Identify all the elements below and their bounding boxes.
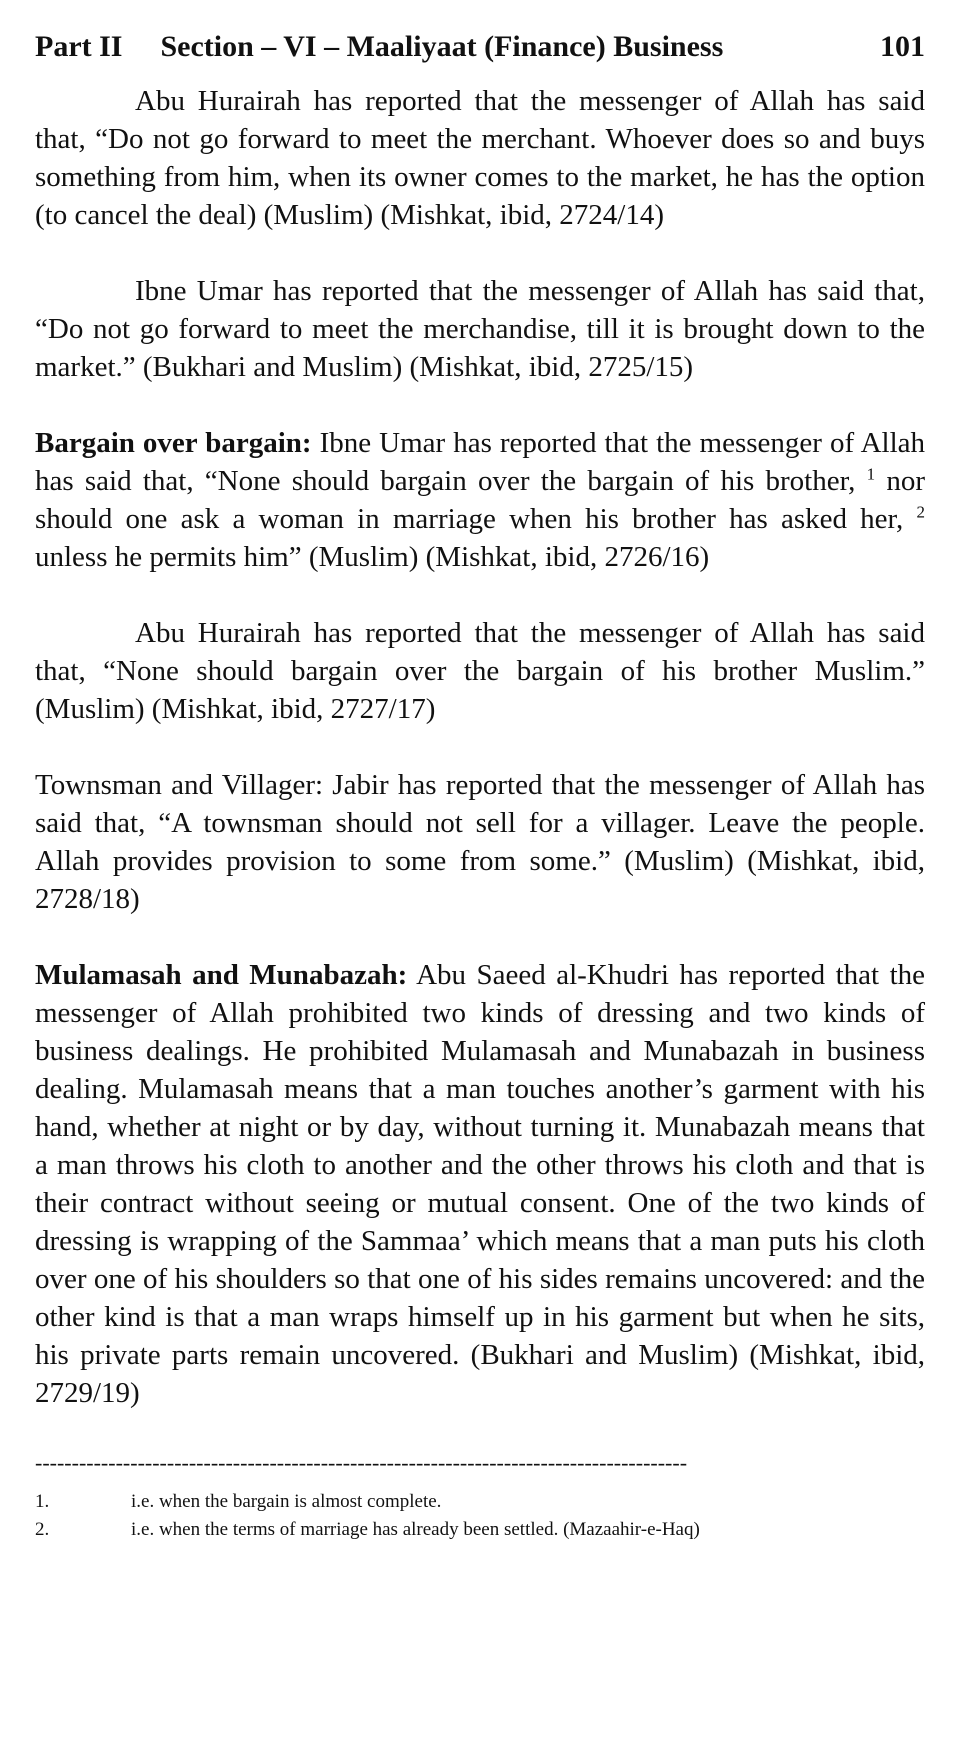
page-header — [35, 26, 925, 68]
footnote-number: 1. — [35, 1491, 50, 1512]
paragraph-3-text-c: unless he permits him” (Muslim) (Mishkat, ibid, 2726/16) — [35, 541, 710, 573]
paragraph-3 — [35, 424, 925, 576]
paragraph-heading-mulamasah: Mulamasah and Munabazah: — [35, 959, 408, 991]
paragraph-4: Abu Hurairah has reported that the messenger of Allah has said that, “None should bargain over the bargain of his brother Muslim.” (Muslim) (Mishkat, ibid, 2727/17) — [35, 617, 925, 725]
footnote-ref-1: 1 — [866, 464, 876, 484]
header-part: Part II — [35, 30, 123, 63]
paragraph-2: Ibne Umar has reported that the messenger of Allah has said that, “Do not go forward to meet the merchandise, till it is brought down to the market.” (Bukhari and Muslim) (Mishkat, ibid, 2725/15) — [35, 275, 925, 383]
paragraph-3-text-b: nor should one ask a woman in marriage when his brother has asked her, — [35, 465, 925, 535]
document-page — [35, 26, 925, 1544]
paragraph-heading-bargain: Bargain over bargain: — [35, 427, 312, 459]
paragraph-6 — [35, 956, 925, 1412]
footnote-number: 2. — [35, 1519, 50, 1540]
header-section-title: Section – VI – Maaliyaat (Finance) Business — [160, 30, 724, 63]
page-number: 101 — [880, 30, 925, 63]
header-left — [35, 26, 723, 68]
paragraph-6-text: Abu Saeed al-Khudri has reported that the messenger of Allah prohibited two kinds of dressing and two kinds of business dealings. He prohibited Mulamasah and Munabazah in business dealing. Mulamasah means that a man touches another’s garment with his hand, whether at night or by day, without turning it. Munabazah means that a man throws his cloth to another and the other throws his cloth and that is their contract without seeing or mutual consent. One of the two kinds of dressing is wrapping of the Sammaa’ which means that a man puts his cloth over one of his shoulders so that one of his sides remains uncovered: and the other kind is that a man wraps himself up in his garment but when he sits, his private parts remain uncovered. (Bukhari and Muslim) (Mishkat, ibid, 2729/19) — [35, 959, 925, 1409]
paragraph-5: Townsman and Villager: Jabir has reported that the messenger of Allah has said that, “A townsman should not sell for a villager. Leave the people. Allah provides provision to some from some.” (Muslim) (Mishkat, ibid, 2728/18) — [35, 769, 925, 915]
footnote-item — [35, 1516, 925, 1544]
footnote-text: i.e. when the bargain is almost complete. — [131, 1491, 442, 1512]
footnotes — [35, 1488, 925, 1544]
paragraph-3-text-a: Ibne Umar has reported that the messenger of Allah has said that, “None should bargain over the bargain of his brother, — [35, 427, 925, 497]
paragraph-1: Abu Hurairah has reported that the messenger of Allah has said that, “Do not go forward to meet the merchant. Whoever does so and buys something from him, when its owner comes to the market, he has the option (to cancel the deal) (Muslim) (Mishkat, ibid, 2724/14) — [35, 85, 925, 231]
footnote-ref-2: 2 — [916, 502, 925, 522]
footnote-separator: ----------------------------------------------------------------------------------------- — [35, 1452, 688, 1474]
footnote-text: i.e. when the terms of marriage has already been settled. (Mazaahir-e-Haq) — [131, 1519, 700, 1540]
footnote-item — [35, 1488, 925, 1516]
